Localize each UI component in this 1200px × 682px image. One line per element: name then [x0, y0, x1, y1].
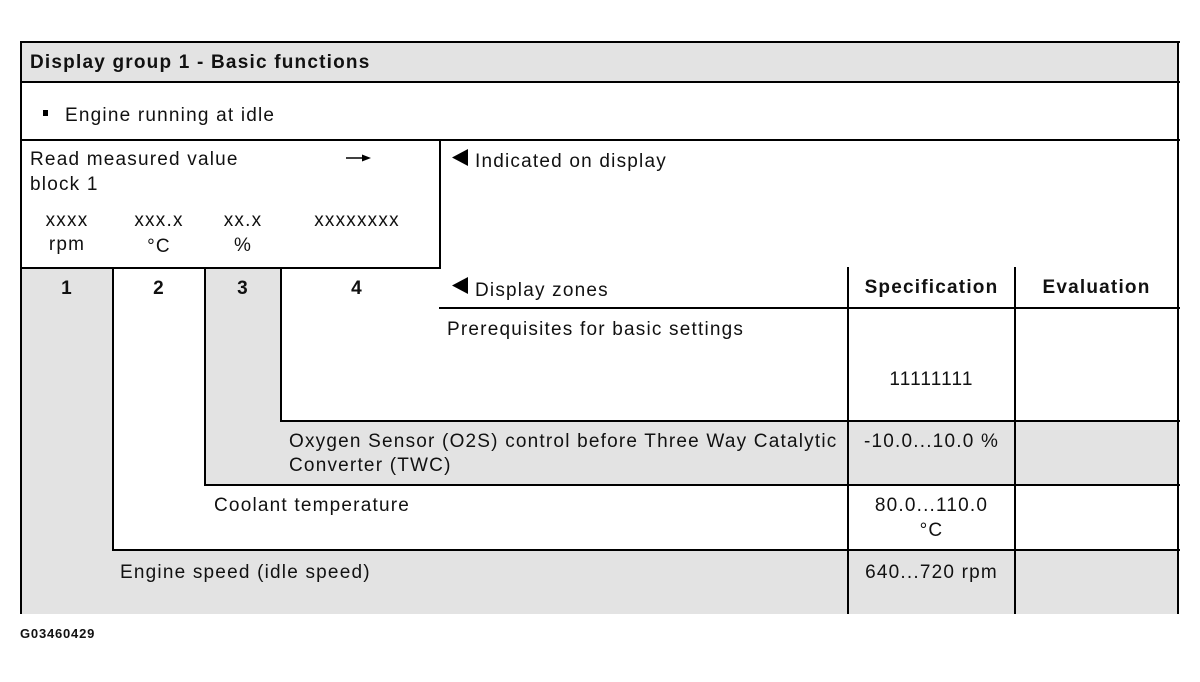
evaluation-column-header: Evaluation	[1042, 277, 1151, 298]
field-4-number: 4	[351, 278, 363, 299]
table-rule	[20, 81, 1180, 83]
zone-specification: 80.0...110.0	[874, 495, 989, 516]
field-1-unit: rpm	[48, 234, 86, 255]
field-3-number: 3	[237, 278, 249, 299]
table-rule	[112, 267, 114, 551]
zone-specification: -10.0...10.0 %	[863, 431, 1000, 452]
field-2-unit: °C	[147, 236, 171, 257]
measured-value-block-number: block 1	[30, 174, 99, 195]
table-rule	[112, 549, 1180, 551]
zone-specification: 11111111	[889, 369, 974, 390]
left-pointer-triangle-icon	[452, 277, 468, 294]
table-rule	[280, 420, 1180, 422]
display-group-title: Display group 1 - Basic functions	[30, 52, 371, 73]
figure-id: G03460429	[20, 626, 96, 641]
zone-description: Coolant temperature	[214, 495, 411, 516]
field-1-value-format: xxxx	[45, 210, 89, 231]
condition-text: Engine running at idle	[65, 105, 276, 126]
left-pointer-triangle-icon	[452, 149, 468, 166]
field-4-value-format: xxxxxxxx	[314, 210, 400, 231]
specification-column-header: Specification	[864, 277, 999, 298]
table-rule	[1177, 41, 1179, 614]
square-bullet-icon	[43, 110, 48, 116]
field-1-number: 1	[61, 278, 73, 299]
measured-value-label: Read measured value	[30, 149, 239, 170]
indicated-on-display-label: Indicated on display	[475, 151, 667, 172]
zone-description: Oxygen Sensor (O2S) control before Three Way Catalytic	[289, 431, 838, 452]
right-arrow-icon	[346, 153, 372, 163]
field-3-value-format: xx.x	[223, 210, 263, 231]
display-zones-label: Display zones	[475, 280, 609, 301]
table-rule	[204, 484, 1180, 486]
field-2-value-format: xxx.x	[134, 210, 184, 231]
table-rule	[20, 41, 1180, 43]
field-3-unit: %	[233, 235, 253, 256]
zone-description: Prerequisites for basic settings	[447, 319, 745, 340]
field-2-number: 2	[153, 278, 165, 299]
zone-specification-unit: °C	[919, 520, 944, 541]
table-rule	[439, 139, 441, 269]
zone-description-continued: Converter (TWC)	[289, 455, 452, 476]
zone-specification: 640...720 rpm	[865, 562, 998, 583]
table-rule	[20, 267, 441, 269]
zone-description: Engine speed (idle speed)	[120, 562, 371, 583]
table-rule	[20, 41, 22, 614]
table-rule	[439, 307, 1180, 309]
table-rule	[20, 139, 1180, 141]
